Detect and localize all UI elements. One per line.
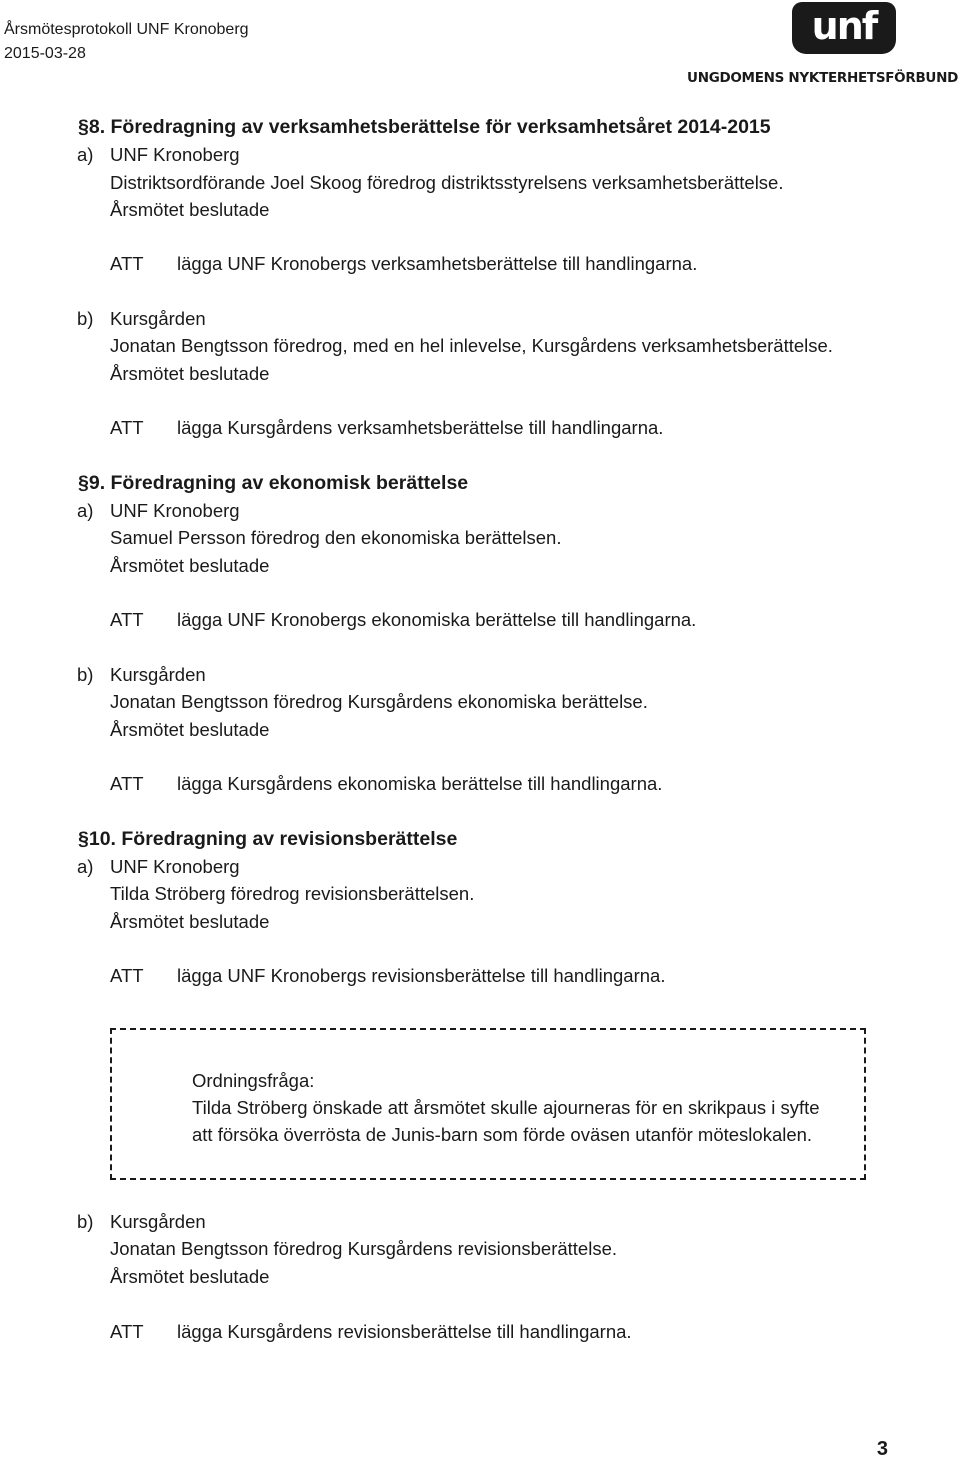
s10-a-label: a) <box>77 856 94 877</box>
document-date: 2015-03-28 <box>4 45 86 62</box>
s10-a-decision: Årsmötet beslutade <box>110 911 270 932</box>
s8-b-decision: Årsmötet beslutade <box>110 363 270 384</box>
s8-b-label: b) <box>77 308 94 329</box>
page-number: 3 <box>876 1438 888 1460</box>
s9-a-org: UNF Kronoberg <box>110 500 240 521</box>
s8-b-heading <box>77 308 206 330</box>
s8-a-org: UNF Kronoberg <box>110 144 240 165</box>
s10-b-text: Jonatan Bengtsson föredrog Kursgårdens revisionsberättelse. <box>110 1238 617 1259</box>
s10-a-heading <box>77 856 240 878</box>
s9-b-org: Kursgården <box>110 664 206 685</box>
s10-b-decision: Årsmötet beslutade <box>110 1266 270 1287</box>
document-header <box>4 18 249 66</box>
s9-b-att: ATT <box>110 773 144 794</box>
s8-a-att: ATT <box>110 253 144 274</box>
s9-a-text: Samuel Persson föredrog den ekonomiska berättelsen. <box>110 527 562 548</box>
s10-a-att: ATT <box>110 965 144 986</box>
s8-b-text: Jonatan Bengtsson föredrog, med en hel inlevelse, Kursgårdens verksamhetsberättelse. <box>110 335 833 356</box>
s9-a-heading <box>77 500 240 522</box>
s10-a-text: Tilda Ströberg föredrog revisionsberättelsen. <box>110 883 475 904</box>
s9-b-label: b) <box>77 664 94 685</box>
s9-b-decision: Årsmötet beslutade <box>110 719 270 740</box>
s10-a-att-text: lägga UNF Kronobergs revisionsberättelse till handlingarna. <box>177 965 666 986</box>
section-10-title: §10. Föredragning av revisionsberättelse <box>78 828 458 850</box>
s8-a-heading <box>77 144 240 166</box>
unf-logo <box>687 2 958 92</box>
order-question-line-1: Tilda Ströberg önskade att årsmötet skulle ajourneras för en skrikpaus i syfte <box>192 1097 820 1118</box>
s8-a-label: a) <box>77 144 94 165</box>
s9-b-text: Jonatan Bengtsson föredrog Kursgårdens ekonomiska berättelse. <box>110 691 648 712</box>
s8-a-decision: Årsmötet beslutade <box>110 199 270 220</box>
s10-b-att-text: lägga Kursgårdens revisionsberättelse till handlingarna. <box>177 1321 632 1342</box>
unf-logo-text: unf <box>811 4 877 48</box>
document-title: Årsmötesprotokoll UNF Kronoberg <box>4 21 249 38</box>
section-8-title: §8. Föredragning av verksamhetsberättelse för verksamhetsåret 2014-2015 <box>78 116 771 138</box>
s8-b-org: Kursgården <box>110 308 206 329</box>
s9-a-att: ATT <box>110 609 144 630</box>
s9-a-label: a) <box>77 500 94 521</box>
s8-b-att-text: lägga Kursgårdens verksamhetsberättelse till handlingarna. <box>177 417 664 438</box>
s10-b-heading <box>77 1211 206 1233</box>
s8-b-att: ATT <box>110 417 144 438</box>
order-question-box <box>110 1028 866 1180</box>
s8-a-text: Distriktsordförande Joel Skoog föredrog distriktsstyrelsens verksamhetsberättelse. <box>110 172 784 193</box>
unf-logo-mark <box>792 2 896 54</box>
s10-b-org: Kursgården <box>110 1211 206 1232</box>
s9-a-att-text: lägga UNF Kronobergs ekonomiska berättelse till handlingarna. <box>177 609 697 630</box>
s10-b-att: ATT <box>110 1321 144 1342</box>
s10-a-org: UNF Kronoberg <box>110 856 240 877</box>
s9-a-decision: Årsmötet beslutade <box>110 555 270 576</box>
s9-b-heading <box>77 664 206 686</box>
s8-a-att-text: lägga UNF Kronobergs verksamhetsberättelse till handlingarna. <box>177 253 698 274</box>
order-question-line-2: att försöka överrösta de Junis-barn som förde oväsen utanför möteslokalen. <box>192 1124 813 1145</box>
order-question-title: Ordningsfråga: <box>192 1070 315 1091</box>
section-9-title: §9. Föredragning av ekonomisk berättelse <box>78 472 469 494</box>
s10-b-label: b) <box>77 1211 94 1232</box>
unf-logo-subtitle: UNGDOMENS NYKTERHETSFÖRBUND <box>687 70 958 86</box>
s9-b-att-text: lägga Kursgårdens ekonomiska berättelse till handlingarna. <box>177 773 663 794</box>
